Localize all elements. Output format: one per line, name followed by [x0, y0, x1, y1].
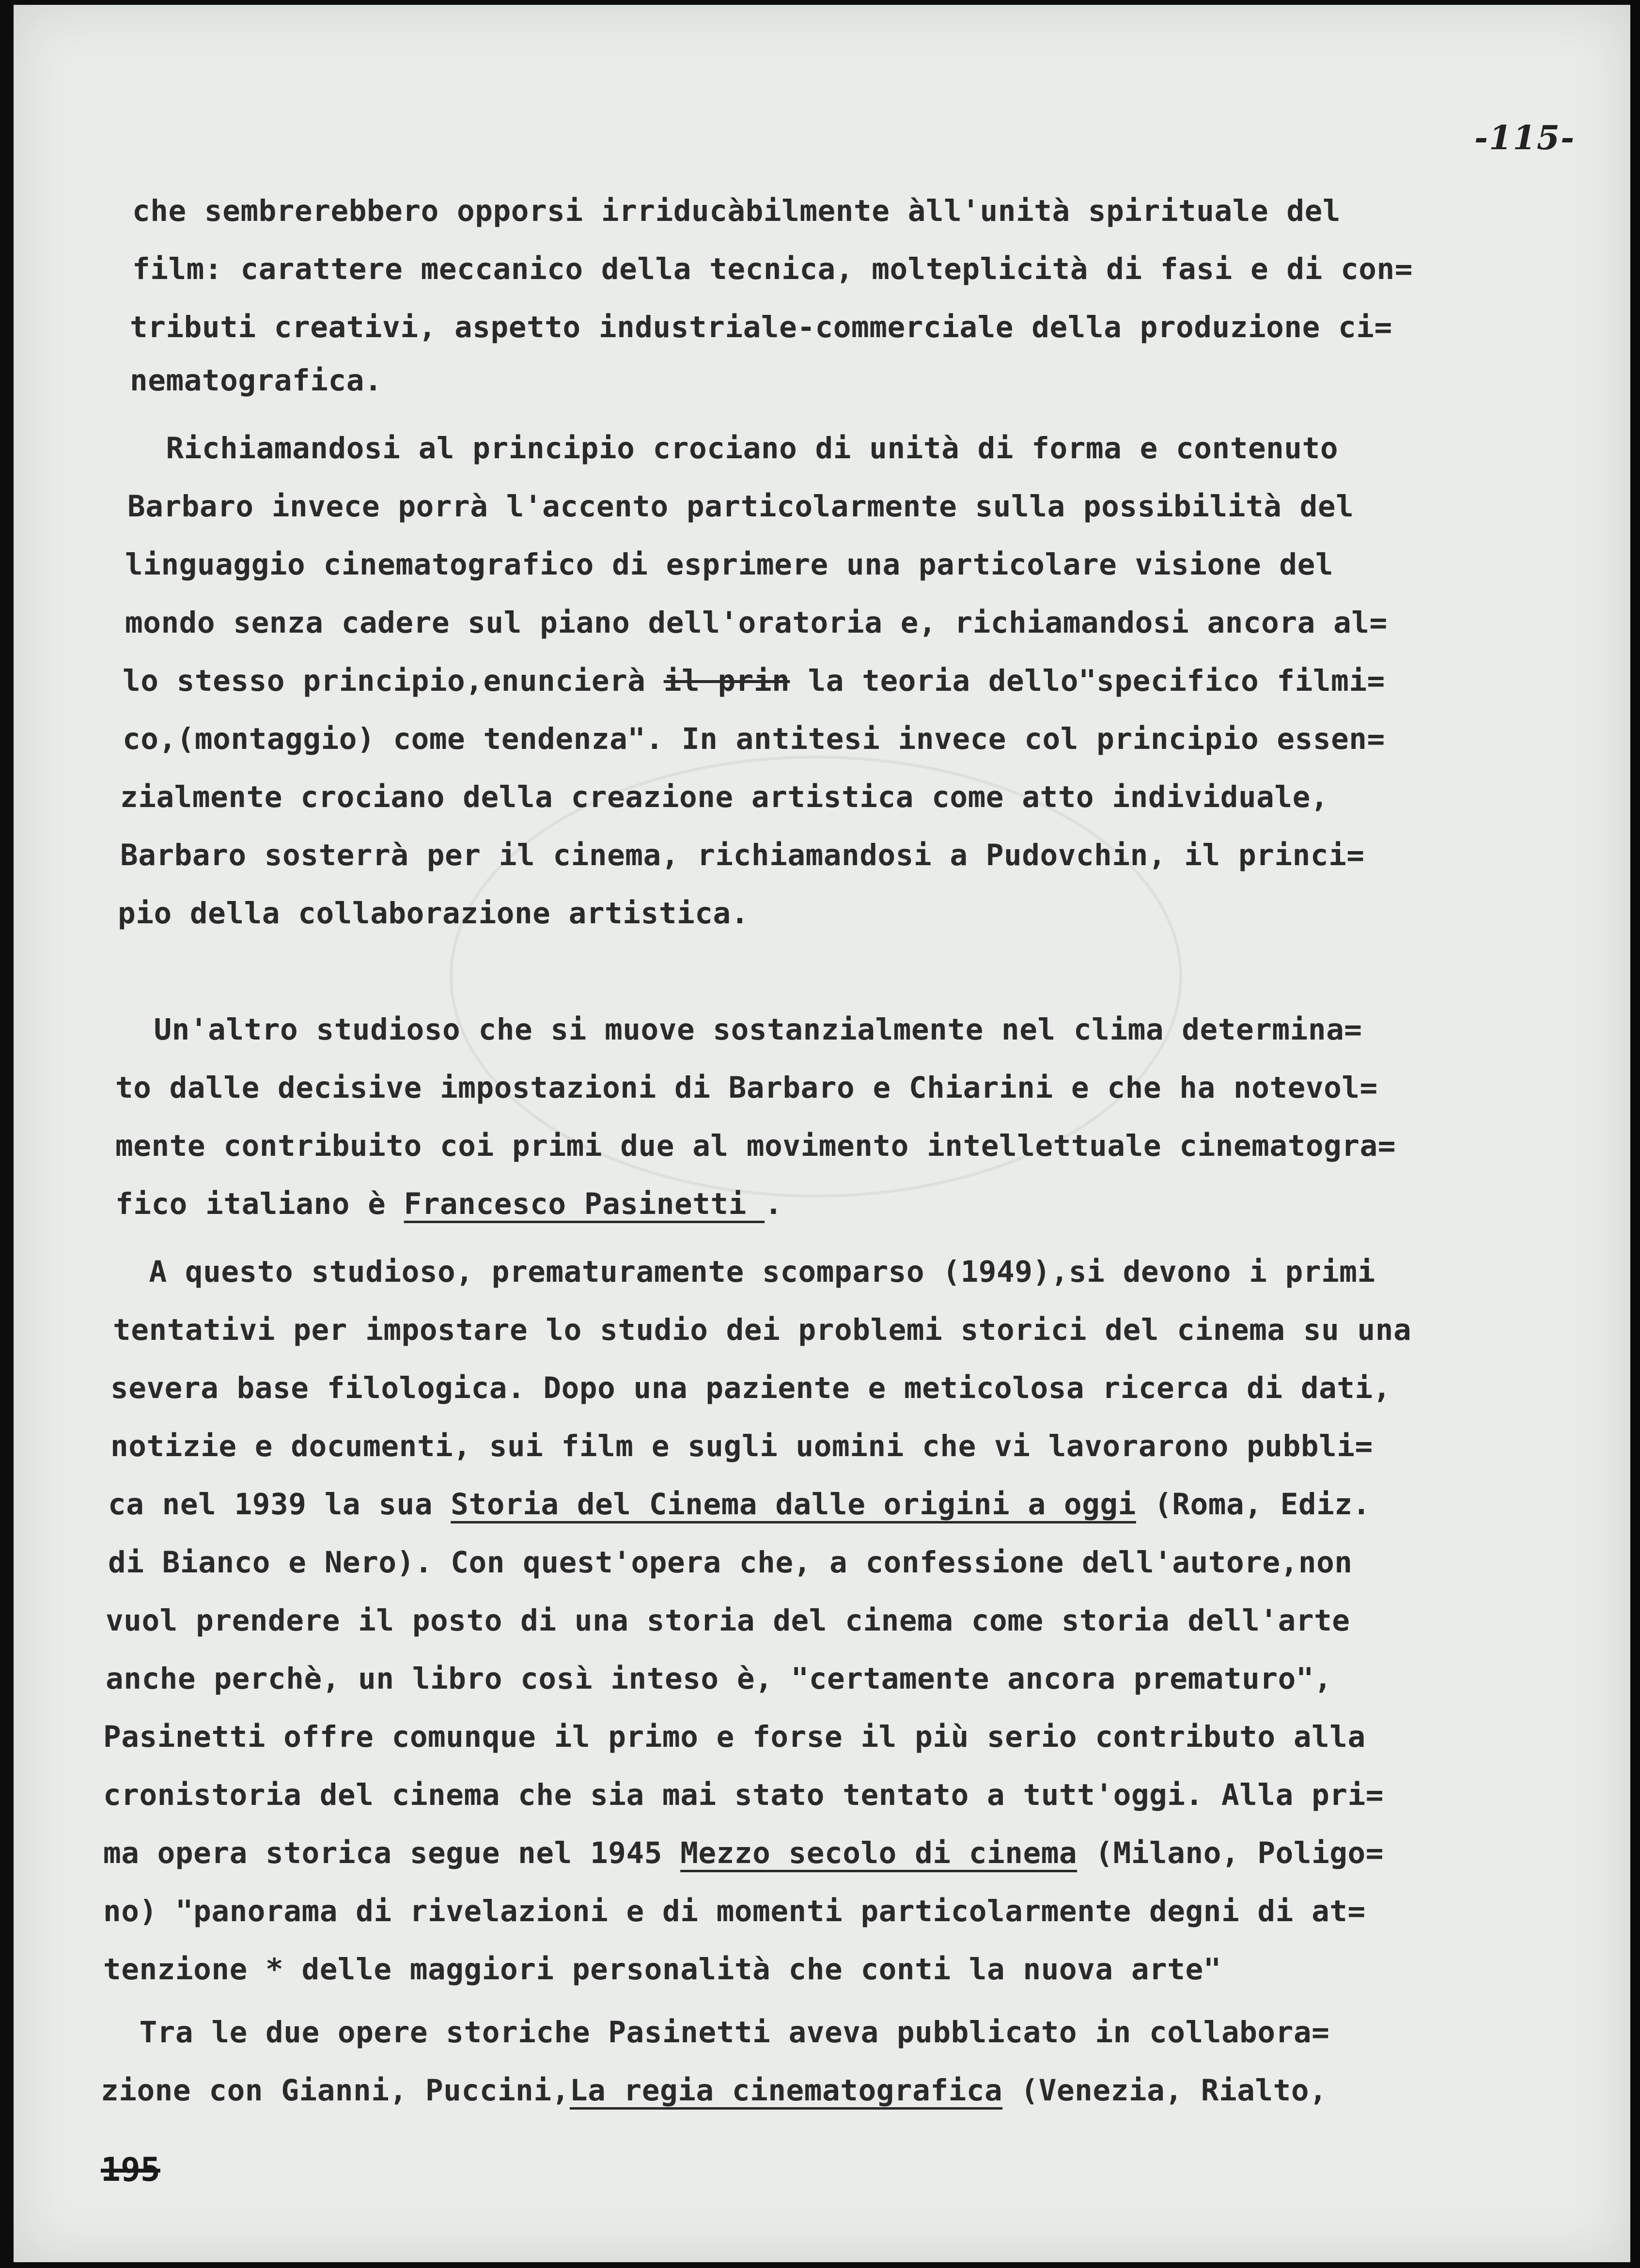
text-segment: fico italiano è — [115, 1187, 404, 1221]
text-segment: to dalle decisive impostazioni di Barbaro e Chiarini e che ha notevol= — [115, 1071, 1378, 1105]
text-segment: nematografica. — [130, 363, 383, 398]
text-segment: Un'altro studioso che si muove sostanzialmente nel clima determina= — [118, 1012, 1362, 1047]
text-segment: (Venezia, Rialto, — [1002, 2073, 1328, 2108]
text-line — [130, 310, 1392, 344]
text-segment: ma opera storica segue nel 1945 — [103, 1836, 681, 1870]
text-line — [108, 1545, 1353, 1580]
text-line — [130, 363, 382, 398]
text-line — [132, 194, 1341, 228]
text-line — [103, 1952, 1221, 1987]
text-segment: A questo studioso, prematuramente scomparso (1949),si devono i primi — [113, 1255, 1375, 1289]
text-line — [120, 780, 1328, 814]
footer-mark: 195 — [101, 2151, 160, 2189]
text-line — [103, 1720, 1366, 1754]
text-line — [103, 1894, 1366, 1928]
text-segment: che sembrerebbero opporsi irriducàbilmente àll'unità spirituale del — [132, 194, 1341, 228]
text-segment: Tra le due opere storiche Pasinetti aveva pubblicato in collabora= — [103, 2015, 1330, 2050]
scan-edge — [1630, 0, 1640, 2268]
text-segment: mente contribuito coi primi due al movimento intellettuale cinematogra= — [115, 1129, 1396, 1163]
text-segment: cronistoria del cinema che sia mai stato tentato a tutt'oggi. Alla pri= — [103, 1778, 1384, 1812]
text-segment: (Milano, Poligo= — [1077, 1836, 1384, 1870]
text-segment: anche perchè, un libro così inteso è, "certamente ancora prematuro", — [106, 1662, 1332, 1696]
text-line — [103, 1778, 1384, 1812]
text-segment: Pasinetti offre comunque il primo e forse il più serio contributo alla — [103, 1720, 1366, 1754]
document-page — [14, 5, 1630, 2262]
text-line — [130, 431, 1338, 466]
text-segment: la teoria dello"specifico filmi= — [790, 664, 1385, 698]
text-segment: ca nel 1939 la sua — [108, 1487, 451, 1522]
text-segment: pio della collaborazione artistica. — [118, 896, 749, 931]
text-line — [108, 1487, 1371, 1522]
text-line — [127, 489, 1354, 524]
text-segment: di Bianco e Nero). Con quest'opera che, a confessione dell'autore,non — [108, 1545, 1353, 1580]
text-line — [125, 547, 1333, 582]
text-line — [106, 1662, 1332, 1696]
text-segment: tentativi per impostare lo studio dei problemi storici del cinema su una — [113, 1313, 1412, 1347]
underlined-title: La regia cinematografica — [569, 2073, 1003, 2108]
text-segment: Richiamandosi al principio crociano di unità di forma e contenuto — [130, 431, 1339, 466]
text-segment: co,(montaggio) come tendenza". In antitesi invece col principio essen= — [123, 722, 1385, 756]
text-line — [115, 1129, 1396, 1163]
underlined-title: Mezzo secolo di cinema — [680, 1836, 1078, 1870]
text-line — [132, 252, 1413, 286]
text-segment: film: carattere meccanico della tecnica, molteplicità di fasi e di con= — [132, 252, 1413, 286]
struck-text: il prin — [663, 664, 790, 698]
text-segment: zialmente crociano della creazione artistica come atto individuale, — [120, 780, 1329, 814]
text-segment: (Roma, Ediz. — [1136, 1487, 1371, 1522]
text-line — [115, 1187, 782, 1221]
underlined-title: Francesco Pasinetti — [404, 1187, 765, 1221]
text-segment: vuol prendere il posto di una storia del cinema come storia dell'arte — [106, 1603, 1350, 1638]
text-line — [113, 1313, 1411, 1347]
page-number: -115- — [1474, 119, 1576, 157]
underlined-title: Storia del Cinema dalle origini a oggi — [451, 1487, 1136, 1522]
text-segment: linguaggio cinematografico di esprimere una particolare visione del — [125, 547, 1334, 582]
text-line — [123, 664, 1385, 698]
text-line — [110, 1429, 1373, 1463]
text-line — [120, 838, 1365, 872]
text-line — [106, 1603, 1350, 1638]
text-line — [115, 1071, 1378, 1105]
text-line — [101, 2073, 1327, 2108]
text-segment: tributi creativi, aspetto industriale-commerciale della produzione ci= — [130, 310, 1392, 344]
text-line — [113, 1255, 1375, 1289]
text-line — [110, 1371, 1391, 1405]
text-segment: no) "panorama di rivelazioni e di momenti particolarmente degni di at= — [103, 1894, 1366, 1928]
text-segment: Barbaro invece porrà l'accento particolarmente sulla possibilità del — [127, 489, 1354, 524]
text-segment: Barbaro sosterrà per il cinema, richiamandosi a Pudovchin, il princi= — [120, 838, 1365, 872]
text-line — [103, 2015, 1329, 2050]
text-segment: severa base filologica. Dopo una paziente e meticolosa ricerca di dati, — [110, 1371, 1391, 1405]
text-line — [123, 722, 1385, 756]
text-line — [118, 896, 749, 931]
text-segment: zione con Gianni, Puccini, — [101, 2073, 570, 2108]
text-segment: mondo senza cadere sul piano dell'oratoria e, richiamandosi ancora al= — [125, 606, 1388, 640]
text-line — [118, 1012, 1362, 1047]
text-segment: lo stesso principio,enuncierà — [123, 664, 664, 698]
body-text — [14, 5, 1630, 2262]
text-segment: tenzione * delle maggiori personalità che conti la nuova arte" — [103, 1952, 1221, 1987]
text-segment: notizie e documenti, sui film e sugli uomini che vi lavorarono pubbli= — [110, 1429, 1373, 1463]
text-line — [125, 606, 1388, 640]
text-line — [103, 1836, 1384, 1870]
text-segment: . — [765, 1187, 783, 1221]
